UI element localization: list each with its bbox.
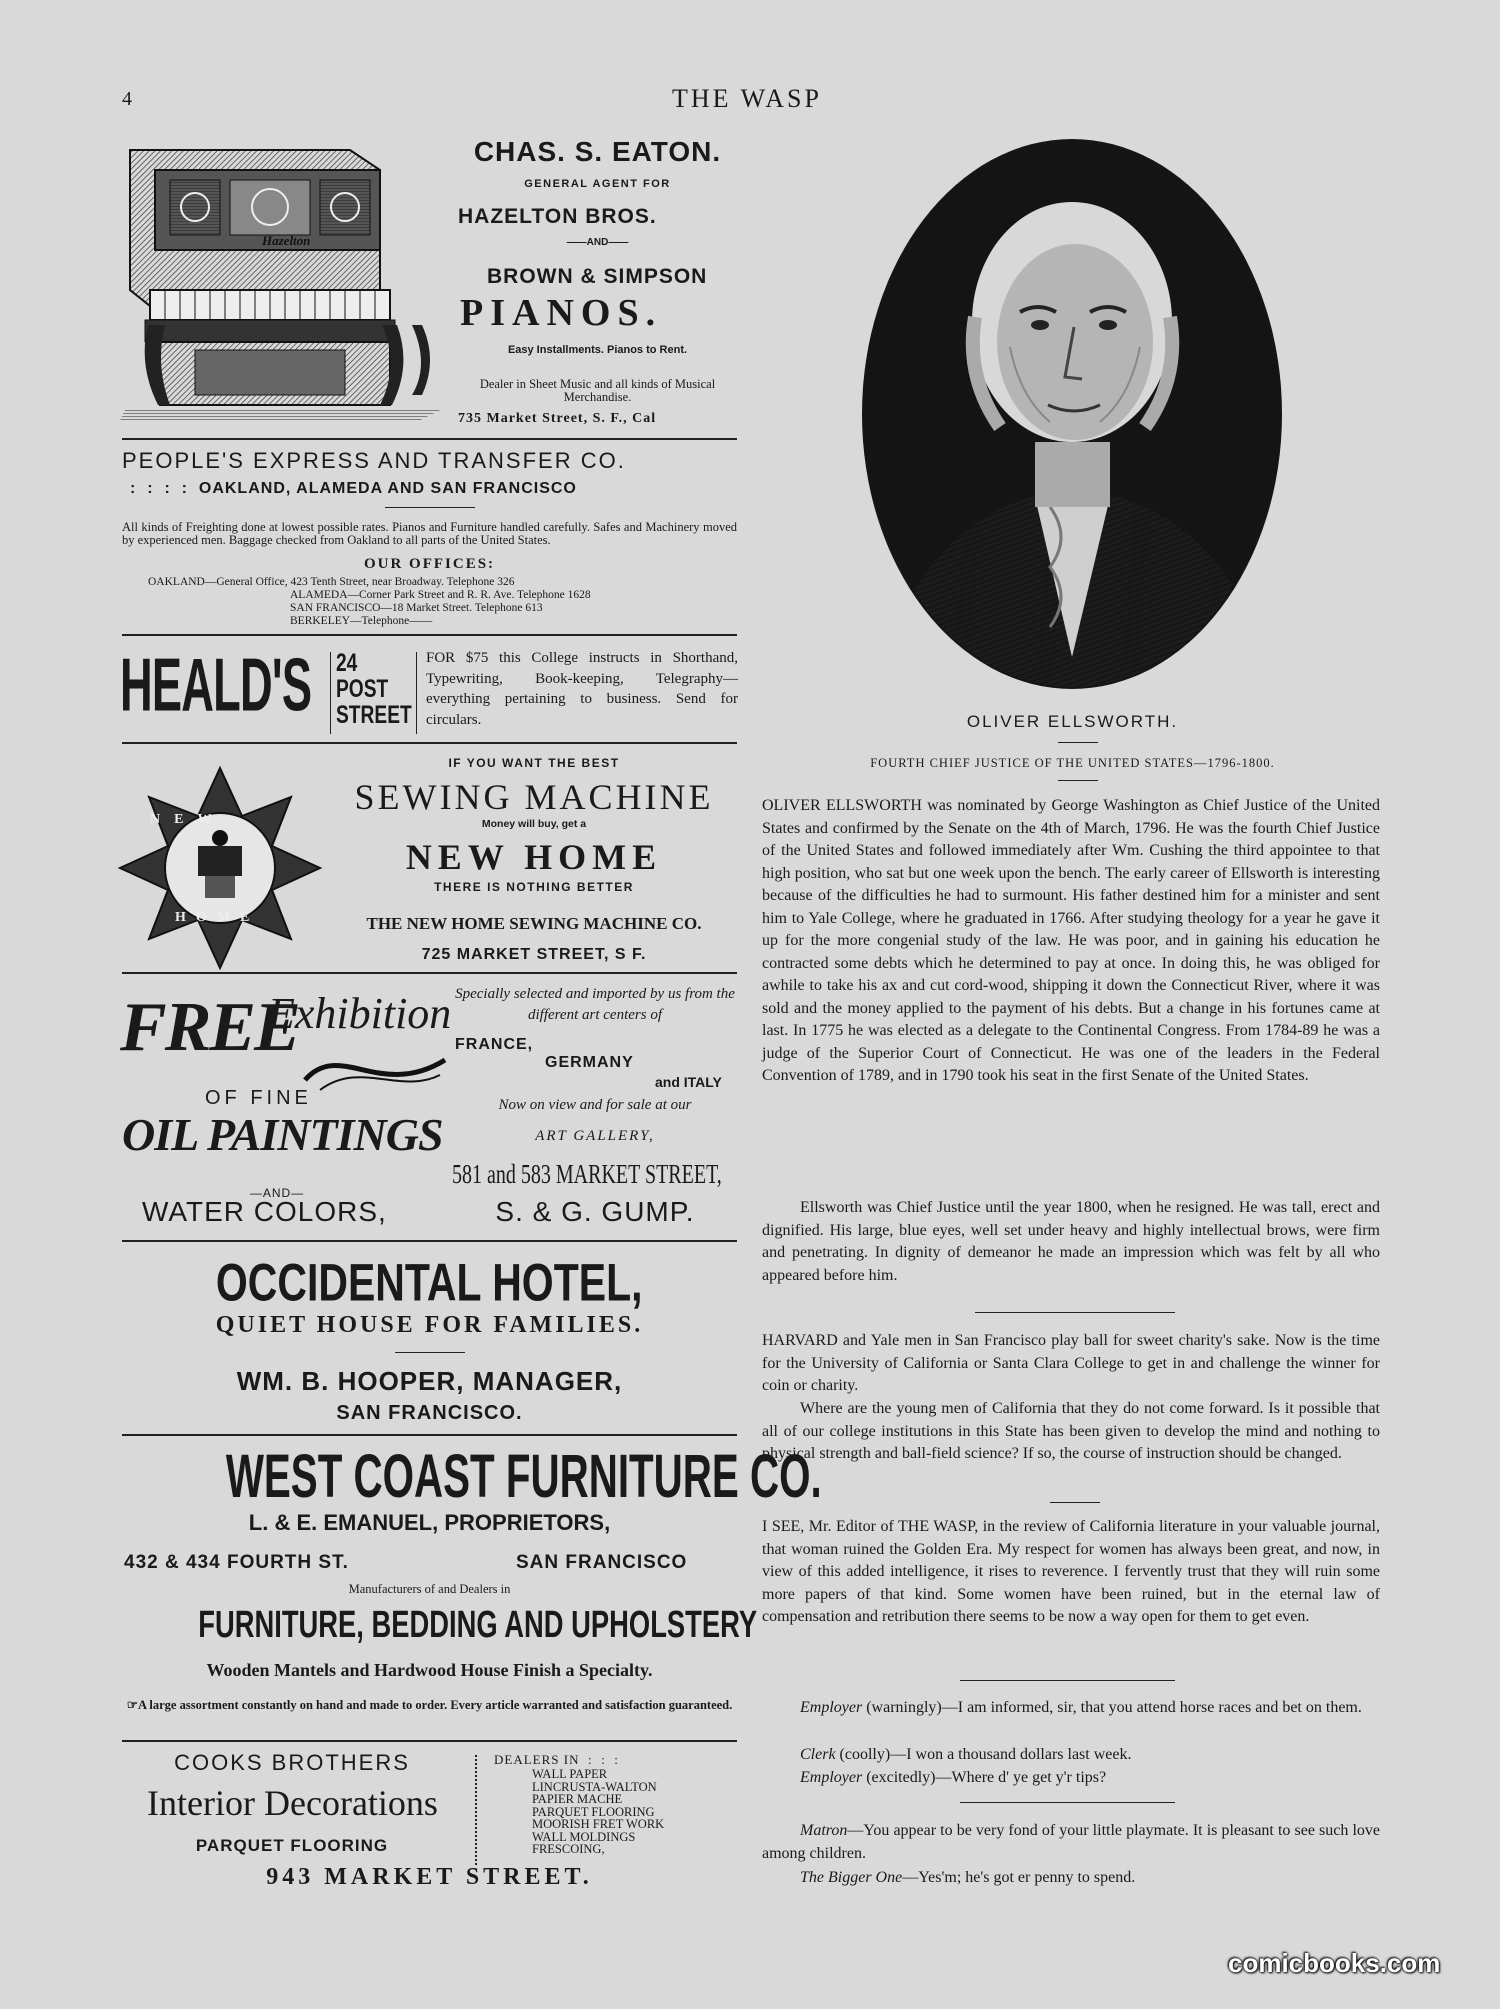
- divider: [385, 507, 475, 508]
- cooks-item-list: [532, 1768, 664, 1856]
- portrait-subcaption: FOURTH CHIEF JUSTICE OF THE UNITED STATES—1796-1800.: [870, 756, 1275, 770]
- express-office: ALAMEDA—Corner Park Street and R. R. Ave. Telephone 1628: [290, 589, 591, 601]
- joke-line: [800, 1867, 1380, 1890]
- joke-text: (coolly)—I won a thousand dollars last week.: [839, 1746, 1132, 1763]
- healds-body: FOR $75 this College instructs in Shorthand, Typewriting, Book-keeping, Telegraphy—everything pertaining to business. Send for circulars.: [426, 650, 738, 728]
- joke-speaker: Employer: [800, 1699, 863, 1716]
- furniture-city: SAN FRANCISCO: [516, 1552, 688, 1573]
- divider: [330, 652, 331, 734]
- eaton-brand1: HAZELTON BROS.: [458, 205, 657, 228]
- article-paragraph: HARVARD and Yale men in San Francisco play ball for sweet charity's sake. Now is the time for the University of California or Santa Clara College to get in and challenge the winner for coin or charity.: [762, 1332, 1380, 1394]
- joke-speaker: Clerk: [800, 1746, 836, 1763]
- gump-name: S. & G. GUMP.: [495, 1196, 695, 1227]
- piano-illustration: [120, 140, 445, 425]
- cooks-name: COOKS BROTHERS: [174, 1750, 410, 1775]
- eaton-role: GENERAL AGENT FOR: [524, 178, 671, 190]
- express-office: BERKELEY—Telephone——: [290, 615, 433, 627]
- cooks-title: Interior Decorations: [147, 1783, 438, 1823]
- divider: [1050, 1502, 1100, 1503]
- furniture-note: ☞A large assortment constantly on hand and made to order. Every article warranted and satisfaction guaranteed.: [126, 1698, 733, 1712]
- gump-free: FREE: [120, 989, 299, 1066]
- page-number: 4: [122, 88, 132, 110]
- express-offices-heading: OUR OFFICES:: [363, 556, 496, 572]
- furniture-name: WEST COAST FURNITURE CO.: [225, 1441, 822, 1511]
- cooks-item: PARQUET FLOORING: [532, 1804, 655, 1819]
- eaton-name: CHAS. S. EATON.: [473, 136, 722, 167]
- cooks-item: PAPIER MACHE: [532, 1792, 623, 1806]
- divider: [975, 1312, 1175, 1313]
- eaton-address: 735 Market Street, S. F., Cal: [458, 411, 657, 426]
- divider: [122, 438, 737, 440]
- express-title: PEOPLE'S EXPRESS AND TRANSFER CO.: [122, 448, 626, 473]
- watermark: comicbooks.com: [1228, 1948, 1441, 1978]
- cooks-item: WALL MOLDINGS: [532, 1829, 636, 1844]
- hotel-tagline: QUIET HOUSE FOR FAMILIES.: [215, 1312, 644, 1338]
- cooks-item: LINCRUSTA-WALTON: [532, 1779, 657, 1794]
- divider: [960, 1680, 1175, 1681]
- hotel-manager: WM. B. HOOPER, MANAGER,: [236, 1366, 623, 1396]
- sewing-brand: NEW HOME: [405, 837, 663, 877]
- cooks-address: 943 MARKET STREET.: [266, 1864, 593, 1890]
- divider: [122, 742, 737, 744]
- gump-address: 581 and 583 MARKET STREET,: [452, 1160, 722, 1190]
- healds-name: HEALD'S: [120, 642, 312, 728]
- gump-now: Now on view and for sale at our: [498, 1097, 692, 1113]
- eaton-terms: Easy Installments. Pianos to Rent.: [507, 344, 688, 356]
- joke-text: —Yes'm; he's got er penny to spend.: [902, 1869, 1136, 1886]
- hotel-name: OCCIDENTAL HOTEL,: [216, 1253, 643, 1312]
- gump-of-fine: OF FINE: [205, 1087, 312, 1109]
- cooks-sub: PARQUET FLOORING: [195, 1836, 389, 1855]
- article-paragraph: Ellsworth was Chief Justice until the year 1800, when he resigned. He was tall, erect and dignified. His large, blue eyes, well set under heavy and highly intellectual brows, were firm and penetrating. In dignity of demeanor he made an impression which was felt by all who appeared before him.: [762, 1199, 1380, 1284]
- gump-oil-paintings: OIL PAINTINGS: [122, 1109, 443, 1160]
- gump-country: FRANCE,: [455, 1036, 534, 1053]
- eaton-brand2: BROWN & SIMPSON: [487, 265, 708, 288]
- joke-text: (warningly)—I am informed, sir, that you attend horse races and bet on them.: [866, 1699, 1362, 1716]
- divider: [122, 1740, 737, 1742]
- divider: [122, 1240, 737, 1242]
- divider: [960, 1802, 1175, 1803]
- new-home-star-logo: [120, 768, 320, 968]
- hotel-city: SAN FRANCISCO.: [336, 1402, 523, 1424]
- furniture-products: FURNITURE, BEDDING AND UPHOLSTERY: [198, 1602, 758, 1646]
- sewing-company: THE NEW HOME SEWING MACHINE CO.: [366, 914, 702, 933]
- gump-intro: Specially selected and imported by us from the different art centers of: [455, 986, 735, 1023]
- cooks-item: FRESCOING,: [532, 1842, 605, 1856]
- healds-address: 24 POST STREET: [336, 648, 412, 730]
- cooks-dealers: DEALERS IN : : :: [494, 1752, 619, 1767]
- express-office: SAN FRANCISCO—18 Market Street. Telephone 613: [290, 602, 543, 614]
- page-title: THE WASP: [672, 84, 822, 113]
- express-body: All kinds of Freighting done at lowest possible rates. Pianos and Furniture handled carefully. Safes and Machinery moved by experienced men. Baggage checked from Oakland to all parts of the United States.: [122, 520, 737, 547]
- joke-text: (excitedly)—Where d' ye get y'r tips?: [866, 1769, 1107, 1786]
- sewing-title: SEWING MACHINE: [354, 777, 714, 817]
- furniture-owners: L. & E. EMANUEL, PROPRIETORS,: [248, 1510, 611, 1535]
- joke-text: —You appear to be very fond of your little playmate. It is pleasant to see such love among children.: [762, 1822, 1380, 1862]
- express-office: OAKLAND—General Office, 423 Tenth Street, near Broadway. Telephone 326: [148, 576, 515, 588]
- portrait-caption: OLIVER ELLSWORTH.: [966, 712, 1179, 731]
- joke-line: [762, 1697, 1380, 1720]
- sewing-address: 725 MARKET STREET, S F.: [421, 946, 647, 963]
- article-paragraph: OLIVER ELLSWORTH was nominated by George Washington as Chief Justice of the United States and confirmed by the Senate on the 4th of March, 1796. He was the fourth Chief Justice of the United States and followed immediately after Wm. Cushing the third appointee to that high position, who sat but one week upon the bench. The early career of Ellsworth is interesting because of the difficulties he had to surmount. His father destined him for a minister and sent him to Yale College, where he graduated in 1766. After studying theology for a year he gave it up for the more congenial study of the law. He was poor, and in gaining his education he contracted some debts which he determined to pay at once. In doing this, he was obliged for awhile to take his ax and cut cord-wood, shipping it down the Connecticut River, where it was sold and the money applied to the payment of his debts. But a change in his fortunes came at last. In 1775 he was elected as a delegate to the Continental Congress. From 1784-89 he was a judge of the Superior Court of Connecticut. He was one of the leaders in the Federal Convention of 1789, and in 1790 took his seat in the first Senate of the United States.: [762, 797, 1380, 1084]
- gump-exhibition: Exhibition: [268, 989, 452, 1038]
- joke-speaker: Employer: [800, 1769, 863, 1786]
- flourish-ornament: [300, 1040, 450, 1100]
- furniture-address: 432 & 434 FOURTH ST.: [124, 1552, 349, 1573]
- divider: [1058, 742, 1098, 743]
- furniture-specialty: Wooden Mantels and Hardwood House Finish a Specialty.: [206, 1660, 653, 1680]
- gump-country: GERMANY: [545, 1054, 634, 1071]
- divider: [475, 1755, 477, 1865]
- sewing-sub: Money will buy, get a: [481, 818, 587, 830]
- joke-speaker: The Bigger One: [800, 1869, 903, 1886]
- gump-gallery: ART GALLERY,: [535, 1128, 655, 1144]
- cooks-item: WALL PAPER: [532, 1767, 608, 1781]
- joke-line: [800, 1744, 1380, 1767]
- cooks-item: MOORISH FRET WORK: [532, 1817, 665, 1831]
- article-paragraph: Where are the young men of California that they do not come forward. Is it possible that all of our college institutions in this State has been given to develop the mind and nothing to physical strength and ball-field science? If so, the course of instruction should be changed.: [762, 1400, 1380, 1462]
- divider: [1058, 780, 1098, 781]
- joke-line: [762, 1820, 1380, 1865]
- joke-line: [800, 1767, 1380, 1790]
- gump-country: and ITALY: [655, 1074, 722, 1090]
- sewing-tagline: THERE IS NOTHING BETTER: [434, 880, 634, 894]
- divider: [416, 652, 417, 734]
- express-cities: : : : : OAKLAND, ALAMEDA AND SAN FRANCISCO: [130, 480, 577, 497]
- sewing-intro: IF YOU WANT THE BEST: [448, 756, 620, 770]
- article-paragraph: I SEE, Mr. Editor of THE WASP, in the review of California literature in your valuable journal, that woman ruined the Golden Era. My respect for women has always been great, and now, in view of this added intelligence, it rises to reverence. I fervently trust that they will ruin some more papers of that kind. Some women have been ruined, but in the eternal law of compensation and retribution there seems to be now a way open for them to get even.: [762, 1518, 1380, 1625]
- divider: [122, 634, 737, 636]
- gump-and: —AND—: [249, 1186, 305, 1200]
- furniture-sub: Manufacturers of and Dealers in: [348, 1582, 511, 1596]
- portrait-engraving: [860, 137, 1285, 692]
- star-word: HOME: [175, 910, 260, 925]
- star-word: NEW: [150, 812, 226, 827]
- piano-brand-label: Hazelton: [262, 233, 311, 248]
- eaton-product: PIANOS.: [460, 292, 663, 334]
- divider: [395, 1352, 465, 1353]
- gump-water-colors: WATER COLORS,: [142, 1196, 387, 1227]
- eaton-and: ——AND——: [566, 237, 629, 248]
- eaton-dealer: Dealer in Sheet Music and all kinds of Musical Merchandise.: [479, 377, 716, 404]
- joke-speaker: Matron: [800, 1822, 848, 1839]
- divider: [122, 972, 737, 974]
- divider: [122, 1434, 737, 1436]
